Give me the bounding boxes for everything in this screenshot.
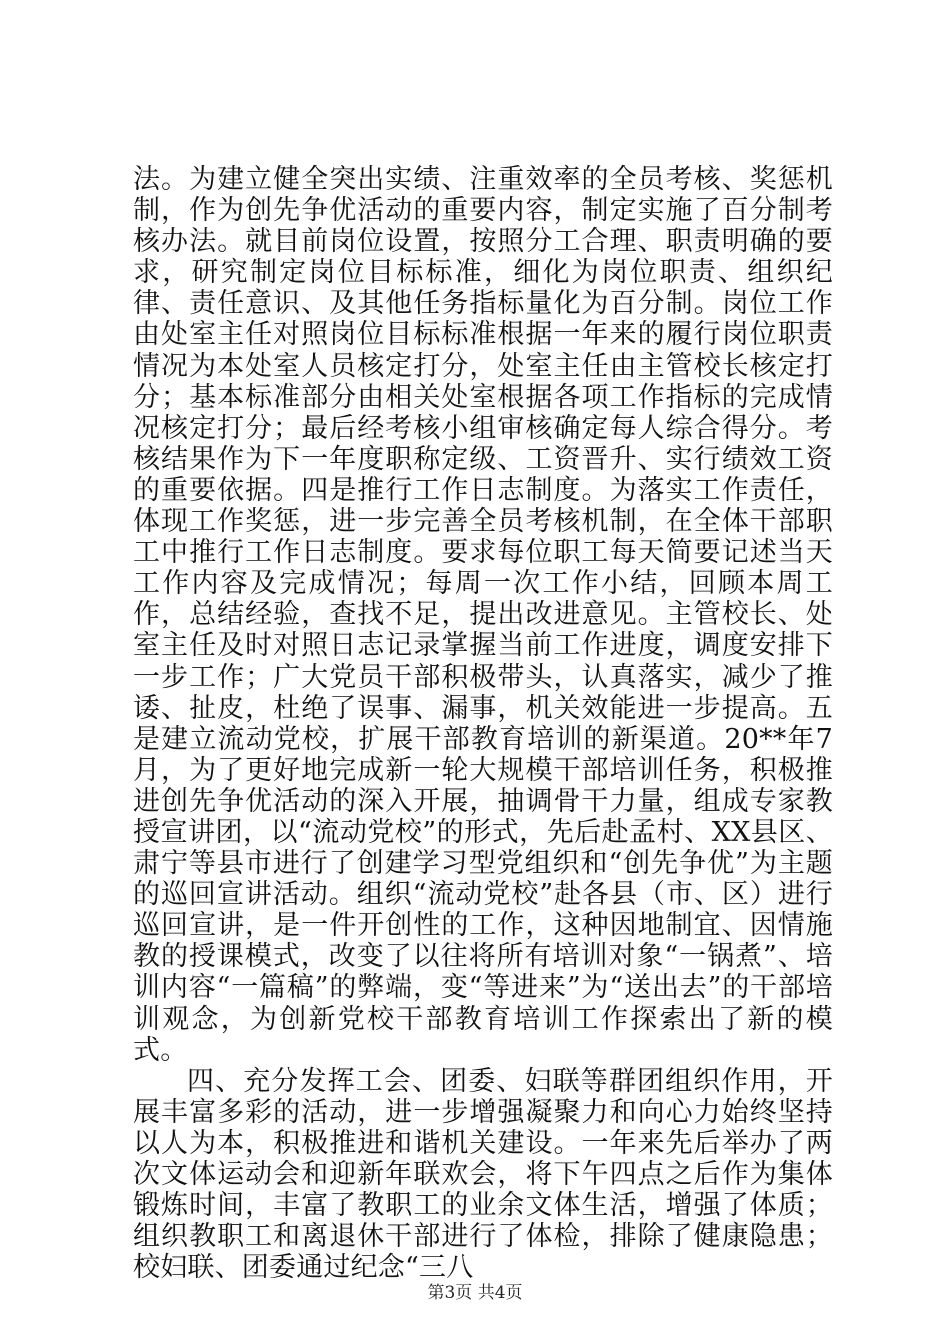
paragraph-section-four: 四、充分发挥工会、团委、妇联等群团组织作用，开展丰富多彩的活动，进一步增强凝聚力和向心力始终坚持以人为本，积极推进和谐机关建设。一年来先后举办了两次文体运动会和迎新年联欢会，将下午四点之后作为集体锻炼时间，丰富了教职工的业余文体生活，增强了体质；组织教职工和离退休干部进行了体检，排除了健康隐患；校妇联、团委通过纪念“三八 (133, 1065, 833, 1284)
page-footer: 第3页 共4页 (427, 1283, 523, 1303)
document-body (133, 164, 833, 1283)
paragraph-continued: 法。为建立健全突出实绩、注重效率的全员考核、奖惩机制，作为创先争优活动的重要内容，制定实施了百分制考核办法。就目前岗位设置，按照分工合理、职责明确的要求，研究制定岗位目标标准，细化为岗位职责、组织纪律、责任意识、及其他任务指标量化为百分制。岗位工作由处室主任对照岗位目标标准根据一年来的履行岗位职责情况为本处室人员核定打分，处室主任由主管校长核定打分；基本标准部分由相关处室根据各项工作指标的完成情况核定打分；最后经考核小组审核确定每人综合得分。考核结果作为下一年度职称定级、工资晋升、实行绩效工资的重要依据。四是推行工作日志制度。为落实工作责任，体现工作奖惩，进一步完善全员考核机制，在全体干部职工中推行工作日志制度。要求每位职工每天简要记述当天工作内容及完成情况；每周一次工作小结，回顾本周工作，总结经验，查找不足，提出改进意见。主管校长、处室主任及时对照日志记录掌握当前工作进度，调度安排下一步工作；广大党员干部积极带头，认真落实，减少了推诿、扯皮，杜绝了误事、漏事，机关效能进一步提高。五是建立流动党校，扩展干部教育培训的新渠道。20**年7月，为了更好地完成新一轮大规模干部培训任务，积极推进创先争优活动的深入开展，抽调骨干力量，组成专家教授宣讲团，以“流动党校”的形式，先后赴孟村、XX县区、肃宁等县市进行了创建学习型党组织和“创先争优”为主题的巡回宣讲活动。组织“流动党校”赴各县（市、区）进行巡回宣讲，是一件开创性的工作，这种因地制宜、因情施教的授课模式，改变了以往将所有培训对象“一锅煮”、培训内容“一篇稿”的弊端，变“等进来”为“送出去”的干部培训观念，为创新党校干部教育培训工作探索出了新的模式。 (133, 164, 833, 1066)
